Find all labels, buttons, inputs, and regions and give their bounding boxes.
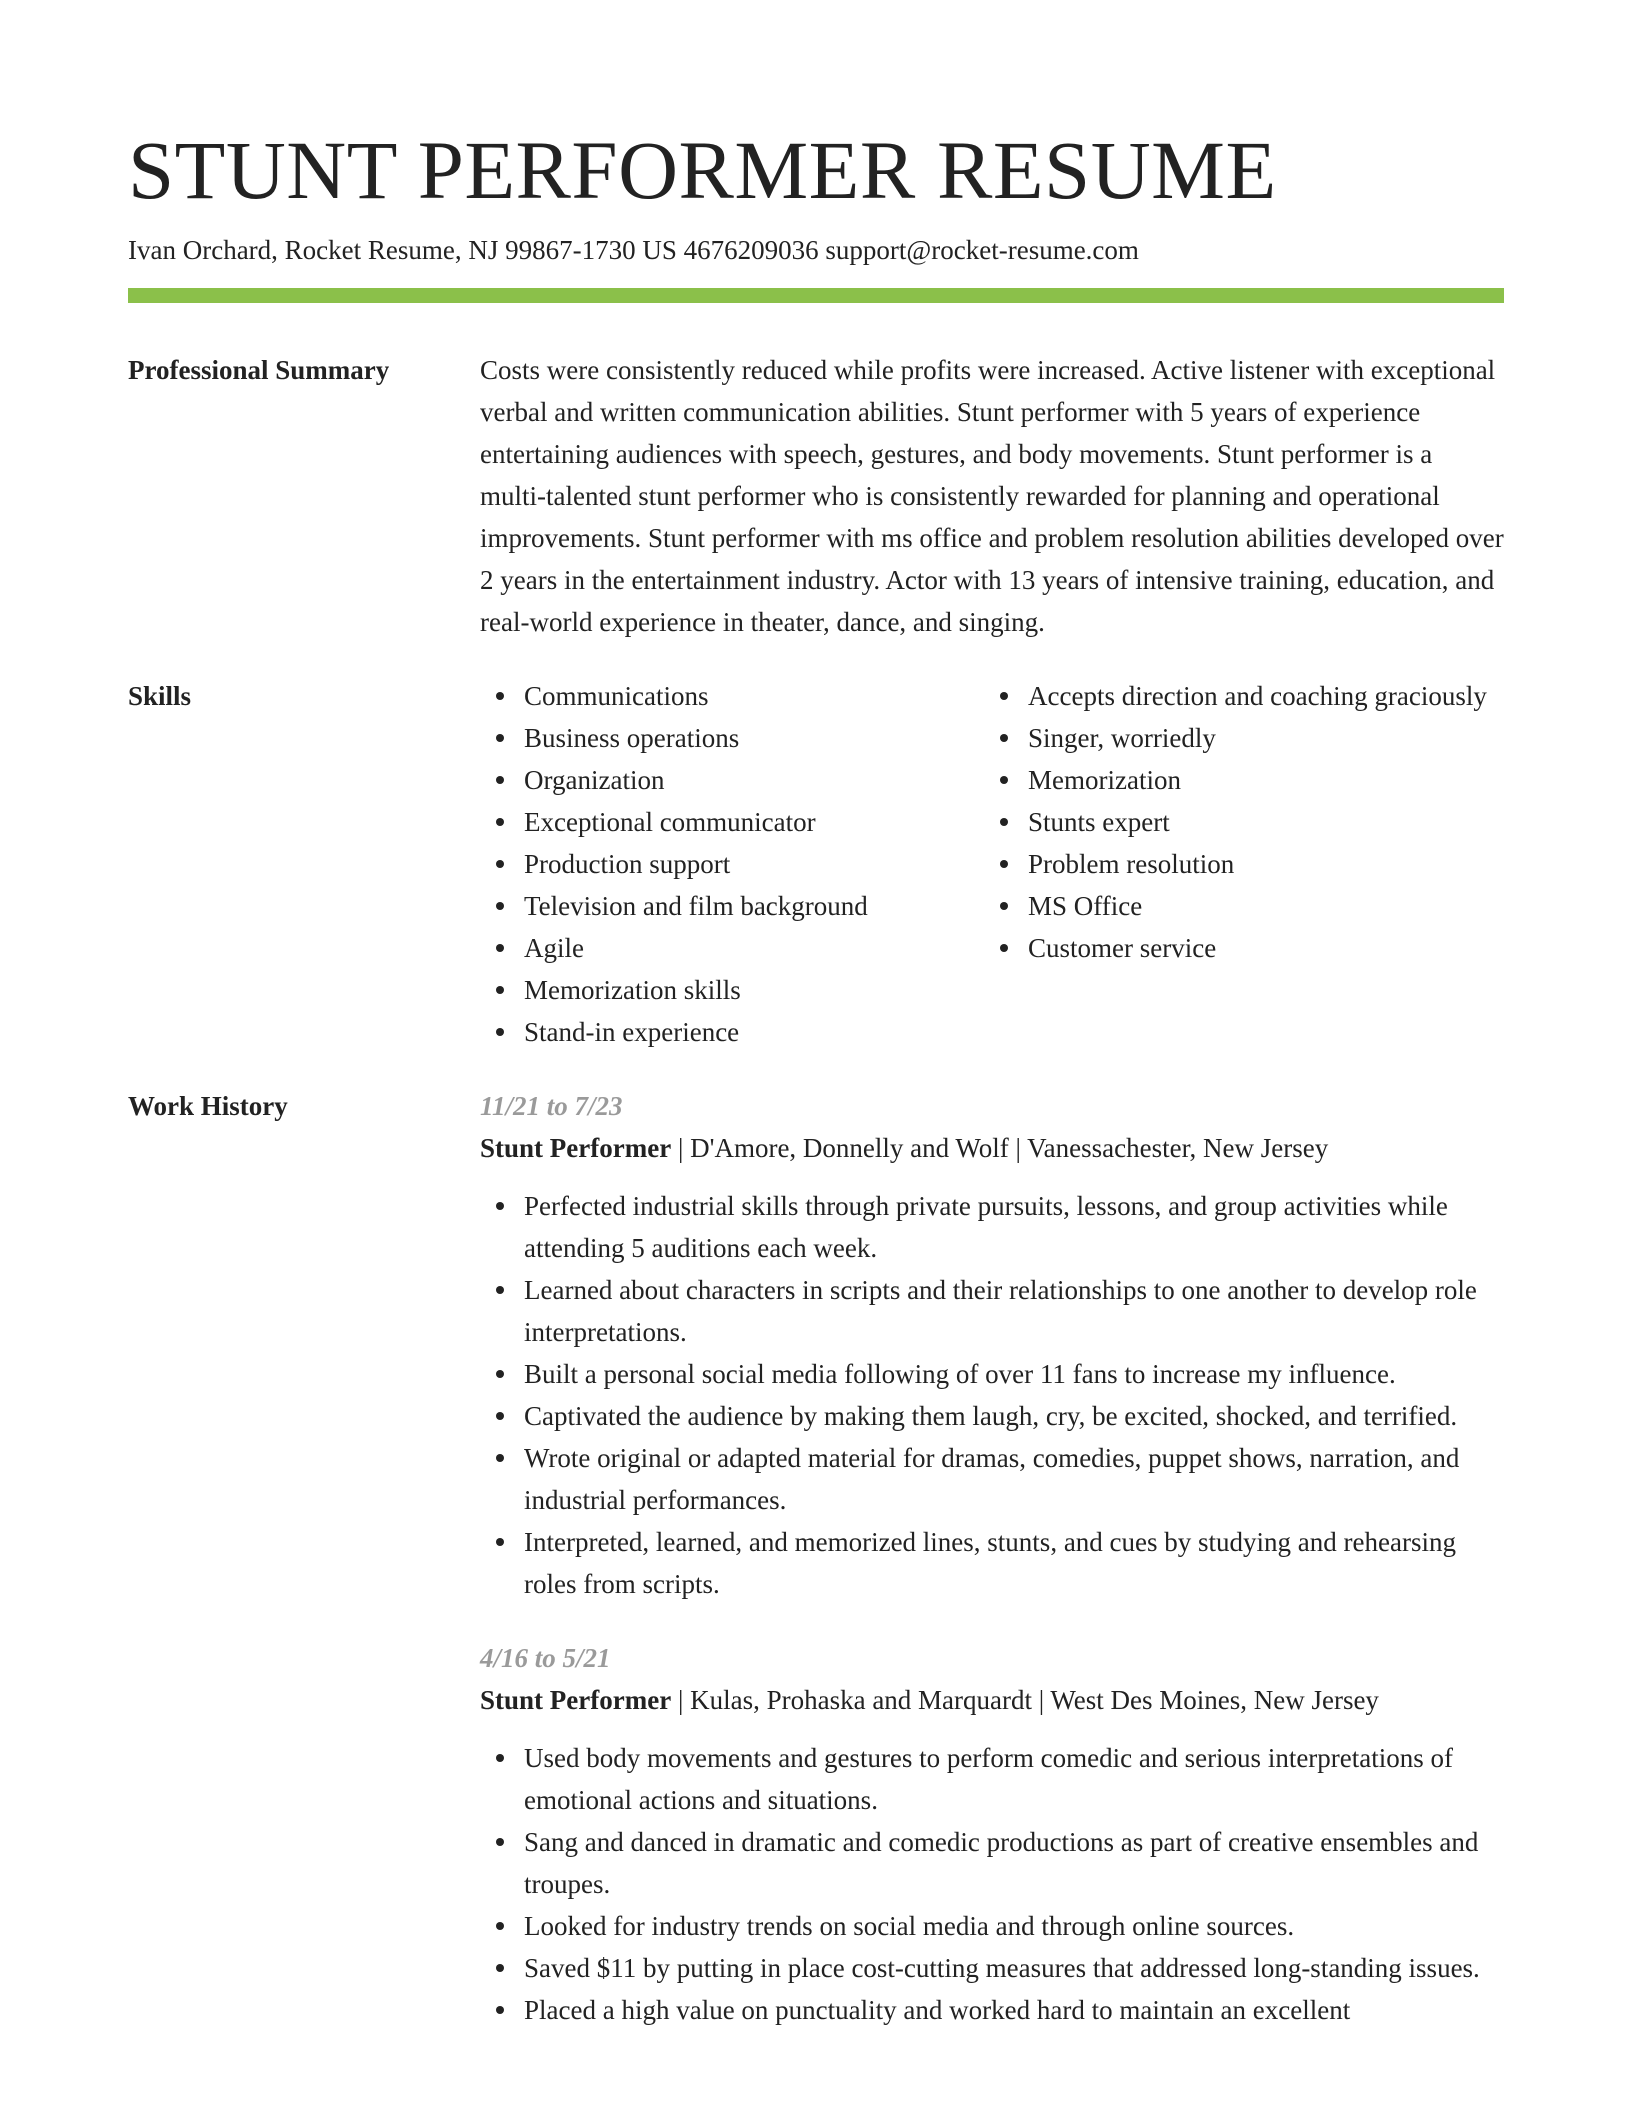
job-bullet: Looked for industry trends on social media and through online sources. (480, 1905, 1504, 1947)
resume-page (128, 120, 1504, 2031)
job-bullet-list (480, 1185, 1504, 1605)
job-bullet: Perfected industrial skills through private pursuits, lessons, and group activities while attending 5 auditions each week. (480, 1185, 1504, 1269)
skill-item: MS Office (984, 885, 1488, 927)
job-bullet: Used body movements and gestures to perform comedic and serious interpretations of emotional actions and situations. (480, 1737, 1504, 1821)
skills-section (128, 675, 1504, 1053)
job-bullet: Sang and danced in dramatic and comedic productions as part of creative ensembles and troupes. (480, 1821, 1504, 1905)
job-title: Stunt Performer (480, 1685, 672, 1715)
skill-item: Memorization (984, 759, 1488, 801)
job-bullet: Wrote original or adapted material for dramas, comedies, puppet shows, narration, and industrial performances. (480, 1437, 1504, 1521)
job-title: Stunt Performer (480, 1133, 672, 1163)
skill-item: Business operations (480, 717, 984, 759)
job-header (480, 1127, 1504, 1169)
skills-list-left (480, 675, 984, 1053)
job-dates: 11/21 to 7/23 (480, 1091, 623, 1121)
work-history-entries (480, 1085, 1504, 2031)
accent-divider (128, 288, 1504, 303)
job-entry (480, 1637, 1504, 2031)
job-entry (480, 1085, 1504, 1605)
resume-title: STUNT PERFORMER RESUME (128, 124, 1277, 216)
skills-heading: Skills (128, 681, 192, 711)
summary-text: Costs were consistently reduced while profits were increased. Active listener with exceptional verbal and written communication abilities. Stunt performer with 5 years of experience entertaining audiences with speech, gestures, and body movements. Stunt performer is a multi-talented stunt performer who is consistently rewarded for planning and operational improvements. Stunt performer with ms office and problem resolution abilities developed over 2 years in the entertainment industry. Actor with 13 years of intensive training, education, and real-world experience in theater, dance, and singing. (480, 355, 1504, 637)
job-employer-location: | D'Amore, Donnelly and Wolf | Vanessachester, New Jersey (671, 1133, 1329, 1163)
skill-item: Agile (480, 927, 984, 969)
job-bullet: Interpreted, learned, and memorized lines, stunts, and cues by studying and rehearsing roles from scripts. (480, 1521, 1504, 1605)
skill-item: Memorization skills (480, 969, 984, 1011)
job-bullet: Placed a high value on punctuality and worked hard to maintain an excellent (480, 1989, 1504, 2031)
job-employer-location: | Kulas, Prohaska and Marquardt | West Des Moines, New Jersey (671, 1685, 1379, 1715)
skill-item: Television and film background (480, 885, 984, 927)
summary-section (128, 349, 1504, 643)
skill-item: Exceptional communicator (480, 801, 984, 843)
skill-item: Problem resolution (984, 843, 1488, 885)
skill-item: Customer service (984, 927, 1488, 969)
job-bullet: Built a personal social media following of over 11 fans to increase my influence. (480, 1353, 1504, 1395)
skill-item: Stand-in experience (480, 1011, 984, 1053)
contact-line: Ivan Orchard, Rocket Resume, NJ 99867-1730 US 4676209036 support@rocket-resume.com (128, 235, 1139, 265)
skills-list-right (984, 675, 1488, 1053)
job-bullet-list (480, 1737, 1504, 2031)
job-bullet: Saved $11 by putting in place cost-cutting measures that addressed long-standing issues. (480, 1947, 1504, 1989)
skill-item: Organization (480, 759, 984, 801)
skill-item: Accepts direction and coaching graciously (984, 675, 1488, 717)
skill-item: Production support (480, 843, 984, 885)
skill-item: Communications (480, 675, 984, 717)
job-bullet: Learned about characters in scripts and their relationships to one another to develop role interpretations. (480, 1269, 1504, 1353)
job-bullet: Captivated the audience by making them laugh, cry, be excited, shocked, and terrified. (480, 1395, 1504, 1437)
job-dates: 4/16 to 5/21 (480, 1643, 611, 1673)
work-history-heading: Work History (128, 1091, 288, 1121)
skill-item: Stunts expert (984, 801, 1488, 843)
skill-item: Singer, worriedly (984, 717, 1488, 759)
work-history-section (128, 1085, 1504, 2031)
skills-columns (480, 675, 1504, 1053)
summary-heading: Professional Summary (128, 355, 390, 385)
job-header (480, 1679, 1504, 1721)
